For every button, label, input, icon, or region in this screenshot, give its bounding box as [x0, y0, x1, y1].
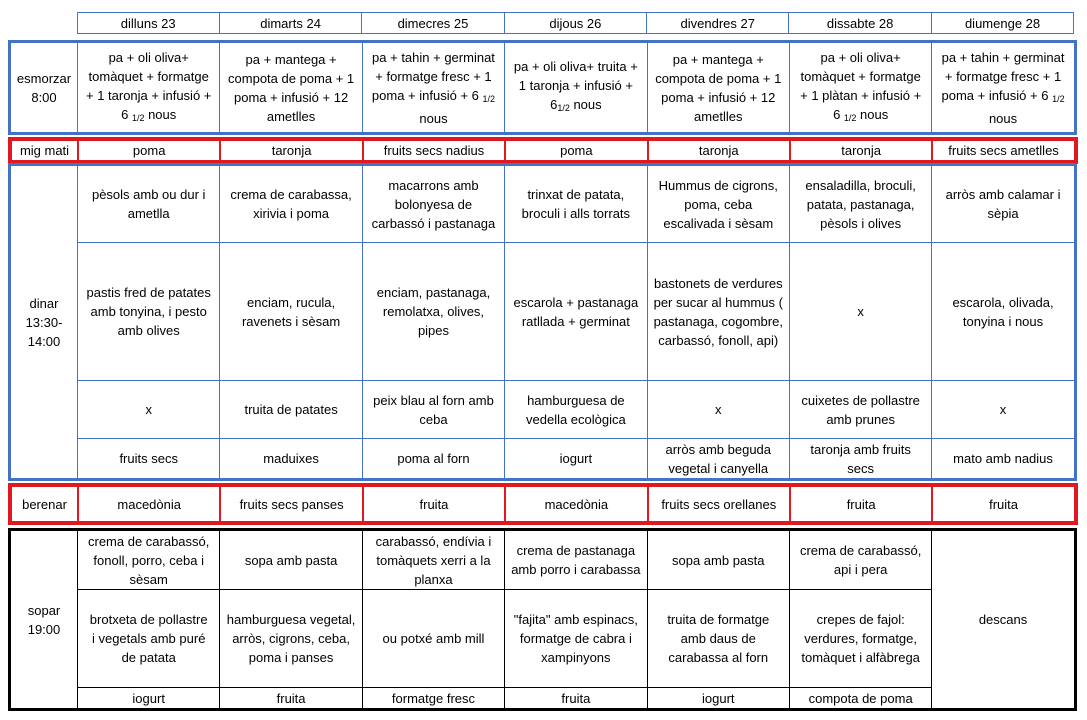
midmorning-cell: fruits secs ametlles [932, 140, 1074, 161]
lunch-cell: x [78, 381, 220, 439]
day-header-cell: dimecres 25 [362, 13, 504, 34]
breakfast-section [10, 42, 1075, 133]
breakfast-cell: pa + mantega + compota de poma + 1 poma + infusió + 12 ametlles [647, 43, 789, 133]
dinner-cell: sopa amb pasta [220, 531, 362, 590]
breakfast-cell: pa + oli oliva+ tomàquet + formatge + 1 taronja + infusió + 6 1/2 nous [78, 43, 220, 133]
meal-label-snack: berenar [11, 486, 78, 522]
lunch-cell: crema de carabassa, xirivia i poma [220, 166, 362, 243]
snack-cell: fruits secs panses [220, 486, 362, 522]
lunch-cell: macarrons amb bolonyesa de carbassó i pastanaga [362, 166, 504, 243]
breakfast-cell: pa + tahin + germinat + formatge fresc + 1 poma + infusió + 6 1/2 nous [932, 43, 1074, 133]
lunch-cell: arròs amb beguda vegetal i canyella [647, 439, 789, 479]
dinner-cell: iogurt [647, 688, 789, 709]
snack-cell: fruits secs orellanes [648, 486, 790, 522]
dinner-cell: crema de carabassó, fonoll, porro, ceba i sèsam [78, 531, 220, 590]
lunch-cell: iogurt [505, 439, 647, 479]
midmorning-section [10, 139, 1076, 162]
day-header-cell: diumenge 28 [931, 13, 1073, 34]
snack-cell: macedònia [505, 486, 647, 522]
lunch-cell: ensaladilla, broculi, patata, pastanaga, pèsols i olives [789, 166, 931, 243]
midmorning-cell: poma [78, 140, 220, 161]
lunch-cell: escarola, olivada, tonyina i nous [932, 243, 1074, 381]
lunch-cell: bastonets de verdures per sucar al hummus ( pastanaga, cogombre, carbassó, fonoll, api) [647, 243, 789, 381]
midmorning-cell: poma [505, 140, 647, 161]
lunch-cell: x [647, 381, 789, 439]
dinner-cell: fruita [220, 688, 362, 709]
lunch-cell: truita de patates [220, 381, 362, 439]
dinner-cell: crepes de fajol: verdures, formatge, tomàquet i alfàbrega [789, 590, 931, 688]
midmorning-cell: fruits secs nadius [363, 140, 505, 161]
lunch-cell: enciam, pastanaga, remolatxa, olives, pipes [362, 243, 504, 381]
midmorning-cell: taronja [790, 140, 932, 161]
lunch-cell: peix blau al forn amb ceba [362, 381, 504, 439]
snack-cell: fruita [790, 486, 932, 522]
day-header-cell: dimarts 24 [219, 13, 361, 34]
lunch-cell: escarola + pastanaga ratllada + germinat [505, 243, 647, 381]
snack-cell: macedònia [78, 486, 220, 522]
lunch-cell: Hummus de cigrons, poma, ceba escalivada i sèsam [647, 166, 789, 243]
day-header-cell: dissabte 28 [789, 13, 931, 34]
lunch-cell: pastis fred de patates amb tonyina, i pesto amb olives [78, 243, 220, 381]
lunch-cell: x [789, 243, 931, 381]
dinner-section [10, 530, 1075, 709]
lunch-section [10, 165, 1075, 479]
lunch-cell: enciam, rucula, ravenets i sèsam [220, 243, 362, 381]
dinner-cell: crema de carabassó, api i pera [789, 531, 931, 590]
lunch-cell: poma al forn [362, 439, 504, 479]
lunch-cell: arròs amb calamar i sèpia [932, 166, 1074, 243]
day-header-cell: dilluns 23 [77, 13, 219, 34]
snack-section [10, 485, 1076, 523]
lunch-cell: pèsols amb ou dur i ametlla [78, 166, 220, 243]
dinner-sunday-cell: descans [932, 531, 1074, 709]
lunch-cell: mato amb nadius [932, 439, 1074, 479]
day-header-cell: divendres 27 [647, 13, 789, 34]
meal-label-lunch: dinar 13:30- 14:00 [11, 166, 78, 479]
breakfast-cell: pa + tahin + germinat + formatge fresc + 1 poma + infusió + 6 1/2 nous [362, 43, 504, 133]
dinner-cell: sopa amb pasta [647, 531, 789, 590]
dinner-cell: ou potxé amb mill [362, 590, 504, 688]
meal-label-breakfast: esmorzar 8:00 [11, 43, 78, 133]
lunch-cell: trinxat de patata, broculi i alls torrats [505, 166, 647, 243]
lunch-cell: cuixetes de pollastre amb prunes [789, 381, 931, 439]
snack-cell: fruita [932, 486, 1074, 522]
lunch-cell: maduixes [220, 439, 362, 479]
lunch-cell: taronja amb fruits secs [789, 439, 931, 479]
dinner-cell: brotxeta de pollastre i vegetals amb puré de patata [78, 590, 220, 688]
dinner-cell: crema de pastanaga amb porro i carabassa [505, 531, 647, 590]
lunch-cell: fruits secs [78, 439, 220, 479]
midmorning-cell: taronja [648, 140, 790, 161]
snack-cell: fruita [363, 486, 505, 522]
lunch-cell: x [932, 381, 1074, 439]
dinner-cell: formatge fresc [362, 688, 504, 709]
day-header [10, 12, 1074, 34]
breakfast-cell: pa + oli oliva+ truita + 1 taronja + infusió + 61/2 nous [505, 43, 647, 133]
dinner-cell: iogurt [78, 688, 220, 709]
dinner-cell: hamburguesa vegetal, arròs, cigrons, ceba, poma i panses [220, 590, 362, 688]
dinner-cell: truita de formatge amb daus de carabassa al forn [647, 590, 789, 688]
dinner-cell: compota de poma [789, 688, 931, 709]
day-header-cell: dijous 26 [504, 13, 646, 34]
breakfast-cell: pa + oli oliva+ tomàquet + formatge + 1 plàtan + infusió + 6 1/2 nous [789, 43, 931, 133]
lunch-cell: hamburguesa de vedella ecològica [505, 381, 647, 439]
meal-label-dinner: sopar 19:00 [11, 531, 78, 709]
dinner-cell: "fajita" amb espinacs, formatge de cabra i xampinyons [505, 590, 647, 688]
dinner-cell: fruita [505, 688, 647, 709]
breakfast-cell: pa + mantega + compota de poma + 1 poma + infusió + 12 ametlles [220, 43, 362, 133]
midmorning-cell: taronja [220, 140, 362, 161]
dinner-cell: carabassó, endívia i tomàquets xerri a la planxa [362, 531, 504, 590]
meal-label-midmorning: mig mati [11, 140, 78, 161]
